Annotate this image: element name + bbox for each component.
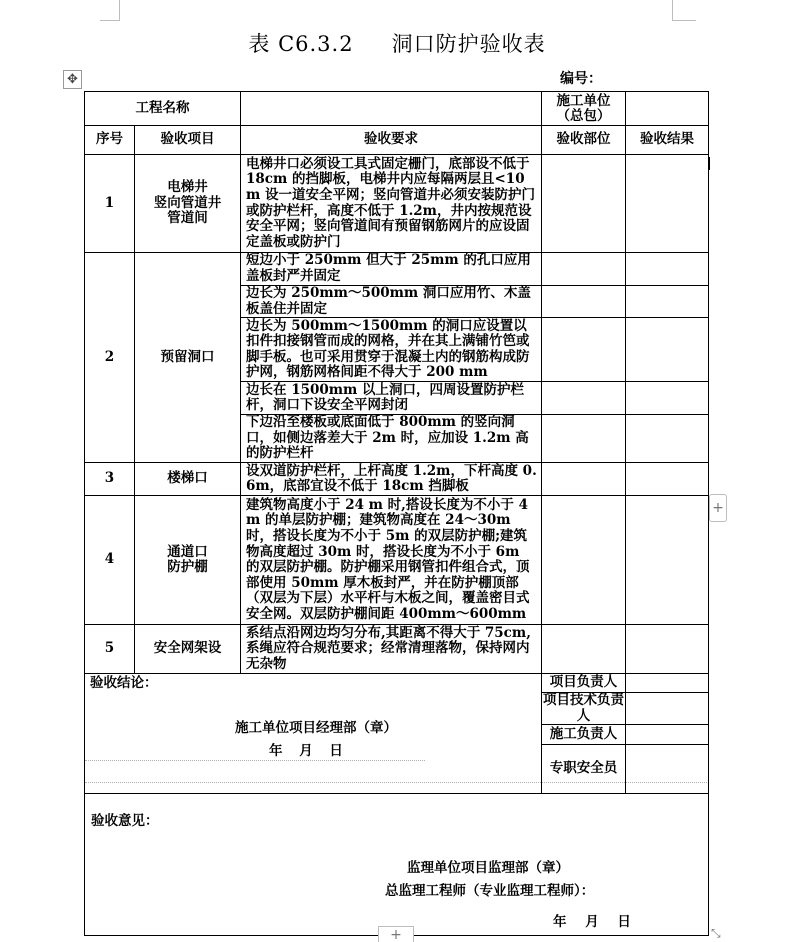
row-item-line: 竖向管道井 (153, 194, 222, 211)
resize-table-icon[interactable]: ⤡ (711, 926, 721, 940)
table-row (85, 155, 709, 253)
role-safety-officer: 专职安全员 (542, 745, 626, 794)
row-result-cell[interactable] (626, 496, 709, 625)
row-item (135, 625, 241, 674)
row-item (135, 463, 241, 496)
row-requirement: 边长在 1500mm 以上洞口，四周设置防护栏杆，洞口下设安全平网封闭 (241, 382, 542, 415)
role-signature-cell[interactable] (626, 674, 709, 693)
conclusion-row (85, 674, 709, 693)
row-location-cell[interactable] (542, 463, 626, 496)
row-no: 1 (85, 155, 135, 253)
col-header-no: 序号 (85, 126, 135, 155)
col-header-result: 验收结果 (626, 126, 709, 155)
row-item-line: 管道间 (167, 210, 208, 227)
role-construction-manager: 施工负责人 (542, 725, 626, 745)
conclusion-label: 验收结论： (90, 675, 158, 692)
table-move-icon[interactable]: ✥ (63, 70, 82, 89)
row-no: 3 (85, 463, 135, 496)
contractor-label-line2: （总包） (556, 107, 611, 124)
table-row (85, 496, 709, 625)
column-header-row (85, 126, 709, 155)
add-row-icon[interactable]: + (378, 926, 414, 942)
conclusion-cell[interactable] (85, 674, 542, 794)
row-requirement: 建筑物高度小于 24 m 时,搭设长度为不小于 4m 的单层防护棚；建筑物高度在 24～30m 时，搭设长度为不小于 5m 的双层防护棚;建筑物高度超过 30m 时，搭设长度为不小于 6m 的双层防护棚。防护棚采用钢管扣件组合式，顶部使用 50mm 厚木板封严，并在防护棚顶部（双层为下层）水平杆与木板之间，覆盖密目式安全网。双层防护棚间距 400mm～600mm (241, 496, 542, 625)
row-requirement: 系结点沿网边均匀分布,其距离不得大于 75cm,系绳应符合规范要求；经常清理落物，保持网内无杂物 (241, 625, 542, 674)
row-location-cell[interactable] (542, 496, 626, 625)
opinion-date: 年 月 日 (553, 914, 631, 931)
row-location-cell[interactable] (542, 625, 626, 674)
text-cursor (709, 157, 710, 170)
row-location-cell[interactable] (542, 382, 626, 415)
row-item (135, 155, 241, 253)
page-title (0, 28, 794, 58)
contractor-label-line1: 施工单位 (556, 92, 611, 109)
title-code: 表 C6.3.2 (248, 32, 354, 56)
row-result-cell[interactable] (626, 318, 709, 382)
col-header-location: 验收部位 (542, 126, 626, 155)
project-name-value[interactable] (241, 92, 542, 126)
row-item (135, 496, 241, 625)
opinion-row (85, 794, 709, 936)
row-result-cell[interactable] (626, 625, 709, 674)
row-item-line: 电梯井 (167, 179, 208, 196)
table-row (85, 463, 709, 496)
col-header-item: 验收项目 (135, 126, 241, 155)
role-signature-cell[interactable] (626, 693, 709, 725)
page-corner-mark (672, 0, 696, 21)
row-result-cell[interactable] (626, 463, 709, 496)
row-requirement: 下边沿至楼板或底面低于 800mm 的竖向洞口，如侧边落差大于 2m 时，应加设 1.2m 高的防护栏杆 (241, 415, 542, 463)
row-location-cell[interactable] (542, 318, 626, 382)
row-result-cell[interactable] (626, 155, 709, 253)
conclusion-date: 年 月 日 (269, 743, 343, 760)
serial-number-label: 编号： (560, 71, 602, 87)
row-requirement: 边长为 250mm～500mm 洞口应用竹、木盖板盖住并固定 (241, 286, 542, 318)
opinion-label: 验收意见： (91, 813, 159, 830)
row-result-cell[interactable] (626, 286, 709, 318)
role-signature-cell[interactable] (626, 745, 709, 794)
supervisor-stamp-text: 监理单位项目监理部（章） (407, 860, 569, 877)
col-header-requirement: 验收要求 (241, 126, 542, 155)
dotted-separator (85, 760, 425, 761)
dotted-separator (85, 782, 707, 783)
row-requirement: 设双道防护栏杆，上杆高度 1.2m，下杆高度 0.6m，底部宜设不低于 18cm 挡脚板 (241, 463, 542, 496)
row-item-line: 防护棚 (167, 559, 208, 576)
title-name: 洞口防护验收表 (391, 32, 546, 56)
row-no: 4 (85, 496, 135, 625)
project-name-label: 工程名称 (85, 92, 241, 126)
row-requirement: 电梯井口必须设工具式固定栅门，底部设不低于 18cm 的挡脚板，电梯井内应每隔两层且<10m 设一道安全平网；竖向管道井必须安装防护门或防护栏杆，高度不低于 1.2m，井内按规范设安全平网；竖向管道间有预留钢筋网片的应设固定盖板或防护门 (241, 155, 542, 253)
row-result-cell[interactable] (626, 382, 709, 415)
row-no: 5 (85, 625, 135, 674)
contractor-label (542, 92, 626, 126)
row-requirement: 边长为 500mm～1500mm 的洞口应设置以扣件扣接钢管而成的网格，并在其上满铺竹笆或脚手板。也可采用贯穿于混凝土内的钢筋构成防护网，钢筋网格间距不得大于 200 mm (241, 318, 542, 382)
row-no: 2 (85, 253, 135, 463)
row-result-cell[interactable] (626, 253, 709, 286)
role-technical-manager: 项目技术负责人 (543, 692, 624, 724)
table-row (85, 625, 709, 674)
row-item-line: 预留洞口 (160, 348, 215, 365)
chief-engineer-label: 总监理工程师（专业监理工程师）： (385, 883, 595, 900)
opinion-cell[interactable] (85, 794, 709, 936)
row-item (135, 253, 241, 463)
row-requirement: 短边小于 250mm 但大于 25mm 的孔口应用盖板封严并固定 (241, 253, 542, 286)
role-signature-cell[interactable] (626, 725, 709, 745)
contractor-stamp-text: 施工单位项目经理部（章） (235, 720, 397, 737)
row-location-cell[interactable] (542, 253, 626, 286)
row-item-line: 安全网架设 (153, 640, 222, 657)
row-item-line: 楼梯口 (167, 470, 208, 487)
row-result-cell[interactable] (626, 415, 709, 463)
role-project-manager: 项目负责人 (542, 674, 626, 693)
row-item-line: 通道口 (167, 543, 208, 560)
row-location-cell[interactable] (542, 155, 626, 253)
inspection-table (84, 91, 709, 936)
row-location-cell[interactable] (542, 286, 626, 318)
table-row (85, 253, 709, 286)
contractor-value[interactable] (626, 92, 709, 126)
page-corner-mark (100, 0, 120, 21)
row-location-cell[interactable] (542, 415, 626, 463)
add-column-icon[interactable]: + (709, 494, 727, 522)
project-row (85, 92, 709, 126)
